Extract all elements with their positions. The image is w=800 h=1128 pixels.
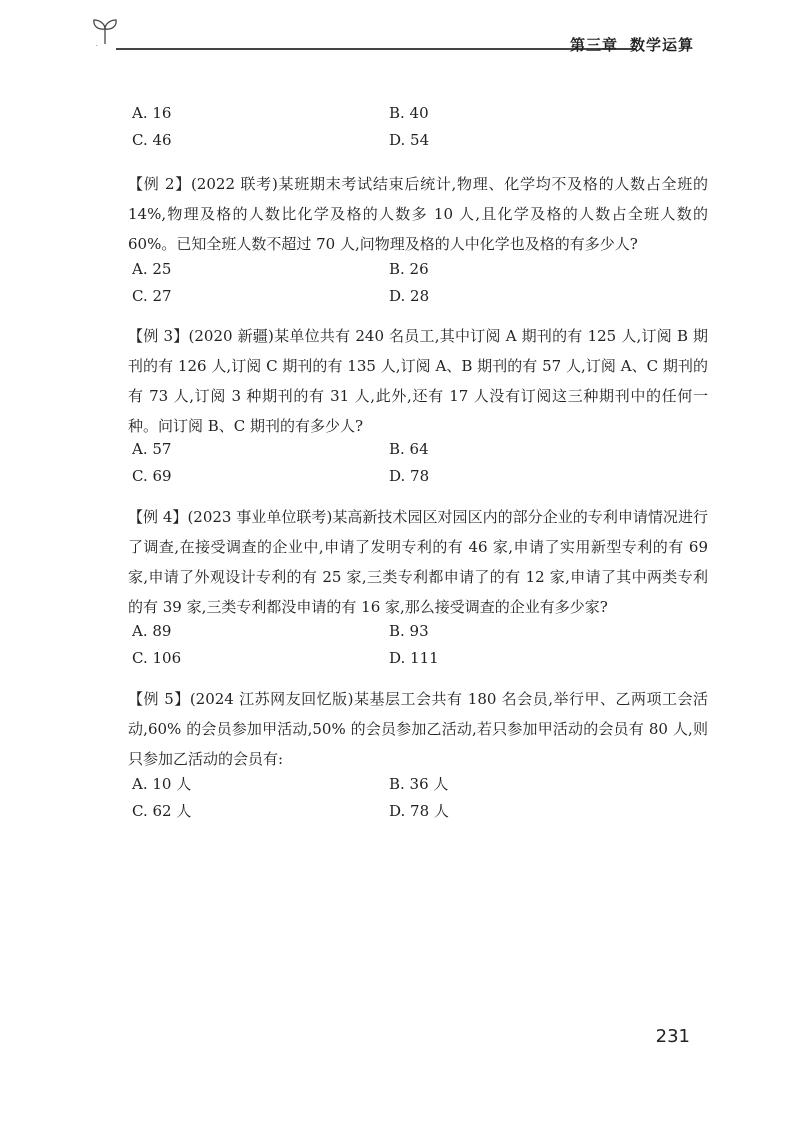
- option-row: [132, 283, 632, 310]
- question-3-options: [132, 436, 632, 490]
- option-c: C. 106: [132, 649, 182, 667]
- option-c: C. 27: [132, 287, 172, 305]
- question-5-options: [132, 771, 632, 825]
- question-text: 【例 3】(2020 新疆)某单位共有 240 名员工,其中订阅 A 期刊的有 125 人,订阅 B 期刊的有 126 人,订阅 C 期刊的有 135 人,订阅 A、B 期刊的有 57 人,订阅 A、C 期刊的有 73 人,订阅 3 种期刊的有 31 人,此外,还有 17 人没有订阅这三种期刊中的任何一种。问订阅 B、C 期刊的有多少人?: [128, 327, 708, 435]
- question-3: [128, 321, 708, 441]
- option-c: C. 62 人: [132, 802, 192, 820]
- option-row: [132, 436, 632, 463]
- chapter-number: 第三章: [569, 36, 618, 54]
- option-row: [132, 463, 632, 490]
- option-b: B. 64: [389, 440, 429, 458]
- question-2-options: [132, 256, 632, 310]
- top-options: [132, 100, 632, 154]
- option-a: A. 16: [132, 104, 172, 122]
- question-4: [128, 502, 708, 622]
- option-d: D. 28: [389, 287, 430, 305]
- page-header: [88, 14, 708, 54]
- question-text: 【例 5】(2024 江苏网友回忆版)某基层工会共有 180 名会员,举行甲、乙两项工会活动,60% 的会员参加甲活动,50% 的会员参加乙活动,若只参加甲活动的会员有 80 人,则只参加乙活动的会员有:: [128, 690, 708, 768]
- option-row: [132, 618, 632, 645]
- option-row: [132, 645, 632, 672]
- chapter-title: [570, 34, 694, 55]
- option-c: C. 46: [132, 131, 172, 149]
- option-b: B. 36 人: [389, 775, 449, 793]
- question-text: 【例 2】(2022 联考)某班期末考试结束后统计,物理、化学均不及格的人数占全班的 14%,物理及格的人数比化学及格的人数多 10 人,且化学及格的人数占全班人数的 60%。已知全班人数不超过 70 人,问物理及格的人中化学也及格的有多少人?: [128, 175, 708, 253]
- chapter-subject: 数学运算: [629, 36, 694, 54]
- option-row: [132, 100, 632, 127]
- option-a: A. 57: [132, 440, 172, 458]
- sprout-icon: [88, 16, 122, 46]
- question-text: 【例 4】(2023 事业单位联考)某高新技术园区对园区内的部分企业的专利申请情况进行了调查,在接受调查的企业中,申请了发明专利的有 46 家,申请了实用新型专利的有 69 家,申请了外观设计专利的有 25 家,三类专利都申请了的有 12 家,申请了其中两类专利的有 39 家,三类专利都没申请的有 16 家,那么接受调查的企业有多少家?: [128, 508, 708, 616]
- option-b: B. 26: [389, 260, 429, 278]
- option-b: B. 40: [389, 104, 429, 122]
- option-row: [132, 771, 632, 798]
- option-d: D. 111: [389, 649, 439, 667]
- page-number: 231: [655, 1026, 690, 1047]
- option-a: A. 10 人: [132, 775, 192, 793]
- option-row: [132, 256, 632, 283]
- option-d: D. 78 人: [389, 802, 449, 820]
- option-a: A. 25: [132, 260, 172, 278]
- option-d: D. 78: [389, 467, 430, 485]
- question-4-options: [132, 618, 632, 672]
- question-5: [128, 684, 708, 774]
- option-a: A. 89: [132, 622, 172, 640]
- question-2: [128, 169, 708, 259]
- option-row: [132, 798, 632, 825]
- header-rule: [116, 48, 636, 50]
- option-b: B. 93: [389, 622, 429, 640]
- option-row: [132, 127, 632, 154]
- option-c: C. 69: [132, 467, 172, 485]
- option-d: D. 54: [389, 131, 430, 149]
